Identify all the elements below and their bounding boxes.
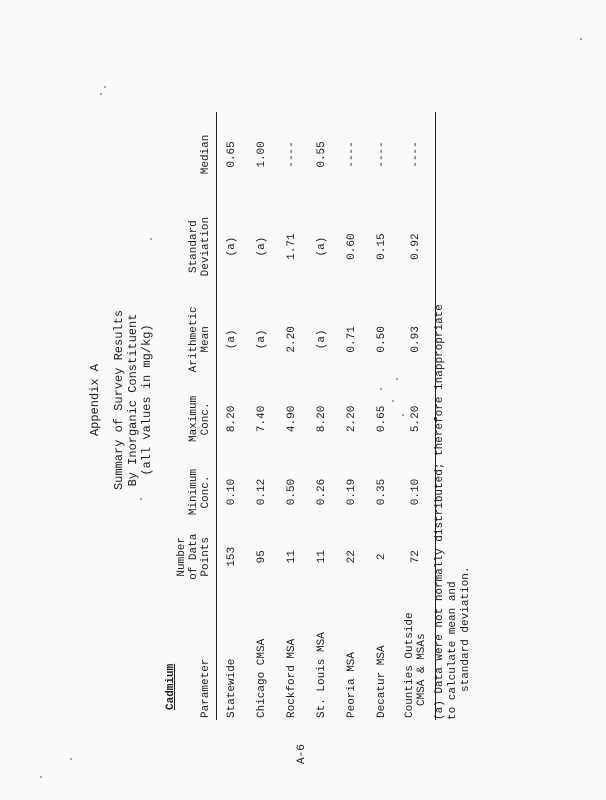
cell-median: 0.65 [226,141,238,168]
cell-mean: (a) [256,329,268,350]
footnote-line-2: standard deviation. [460,566,472,692]
page-number: A-6 [296,744,308,764]
cell-max: 2.20 [346,405,358,433]
cell-parameter: Rockford MSA [286,638,298,718]
cell-min: 0.19 [346,478,358,506]
cell-sd: 0.60 [346,233,358,260]
scan-speck [580,38,582,40]
cell-min: 0.12 [256,478,268,506]
scan-speck [380,388,382,390]
cell-parameter: St. Louis MSA [316,632,328,718]
cell-parameter: Peoria MSA [346,651,358,718]
cell-mean: 2.20 [286,326,298,353]
cell-n: 11 [286,550,298,564]
cell-min: 0.10 [397,455,436,528]
cell-median: ---- [286,141,298,168]
title-line-3: (all values in mg/kg) [140,324,154,476]
cell-n: 22 [346,550,358,564]
cell-mean: (a) [316,329,328,350]
cell-sd: 1.71 [286,233,298,260]
scan-speck [392,400,394,402]
table-row [247,112,277,720]
cell-n: 11 [316,550,328,564]
cell-n: 72 [397,529,436,585]
col-header-minimum: Minimum Conc. [176,455,217,528]
cell-median: ---- [376,141,388,168]
cell-mean: 0.50 [376,326,388,353]
cell-max: 7.40 [256,405,268,433]
cell-median: ---- [397,112,436,197]
cell-parameter: Chicago CMSA [256,638,268,718]
scan-speck [100,93,102,95]
col-header-number: Number of Data Points [176,529,217,585]
cell-parameter [397,585,436,720]
cell-min: 0.26 [316,478,328,506]
cell-sd: 0.15 [376,233,388,260]
cell-parameter: Decatur MSA [376,645,388,718]
col-header-parameter: Parameter [176,585,217,720]
cell-min: 0.10 [226,478,238,506]
cell-parameter: Statewide [226,658,238,718]
cell-mean: (a) [226,329,238,350]
scan-speck [402,414,404,416]
cell-parameter-line-1: Counties Outside [404,612,416,718]
footnote [434,290,473,720]
cell-n: 2 [376,553,388,561]
table-header-row [176,112,217,720]
col-header-std-dev: Standard Deviation [176,197,217,296]
constituent-label: Cadmium [165,663,177,710]
cell-median: 1.00 [256,141,268,168]
col-header-maximum: Maximum Conc. [176,382,217,455]
cell-median: 0.55 [316,141,328,168]
cell-min: 0.50 [286,478,298,506]
title-line-2: By Inorganic Constituent [126,313,140,487]
scan-speck [396,378,398,380]
cell-n: 95 [256,550,268,564]
summary-table [176,112,436,720]
cell-max: 8.20 [316,405,328,433]
scan-speck [150,238,152,240]
table-row [307,112,337,720]
cell-sd: (a) [316,236,328,257]
cell-median: ---- [346,141,358,168]
scan-speck [140,498,142,500]
footnote-line-1: (a) Data were not normally distributed; therefore inappropriate to calculate mean and [434,304,459,720]
title-block [88,0,154,800]
scan-speck [104,86,106,88]
appendix-heading: Appendix A [88,364,102,437]
cell-sd: 0.92 [397,197,436,296]
cell-max: 4.90 [286,405,298,433]
cell-parameter-line-2: CMSA & MSAs [416,633,428,706]
col-header-mean: Arithmetic Mean [176,296,217,382]
cell-sd: (a) [256,236,268,257]
cell-min: 0.35 [376,478,388,506]
cell-mean: 0.93 [397,296,436,382]
cell-n: 153 [226,546,238,567]
scan-speck [40,776,42,778]
scan-speck [70,758,72,760]
cell-mean: 0.71 [346,326,358,353]
table-row [367,112,397,720]
cell-max: 5.20 [397,382,436,455]
col-header-median: Median [176,112,217,197]
cell-max: 8.20 [226,405,238,433]
table-row [337,112,367,720]
cell-sd: (a) [226,236,238,257]
table-row [397,112,436,720]
table-row [217,112,248,720]
cell-max: 0.65 [376,405,388,433]
table-row [277,112,307,720]
title-line-1: Summary of Survey Results [112,309,126,491]
